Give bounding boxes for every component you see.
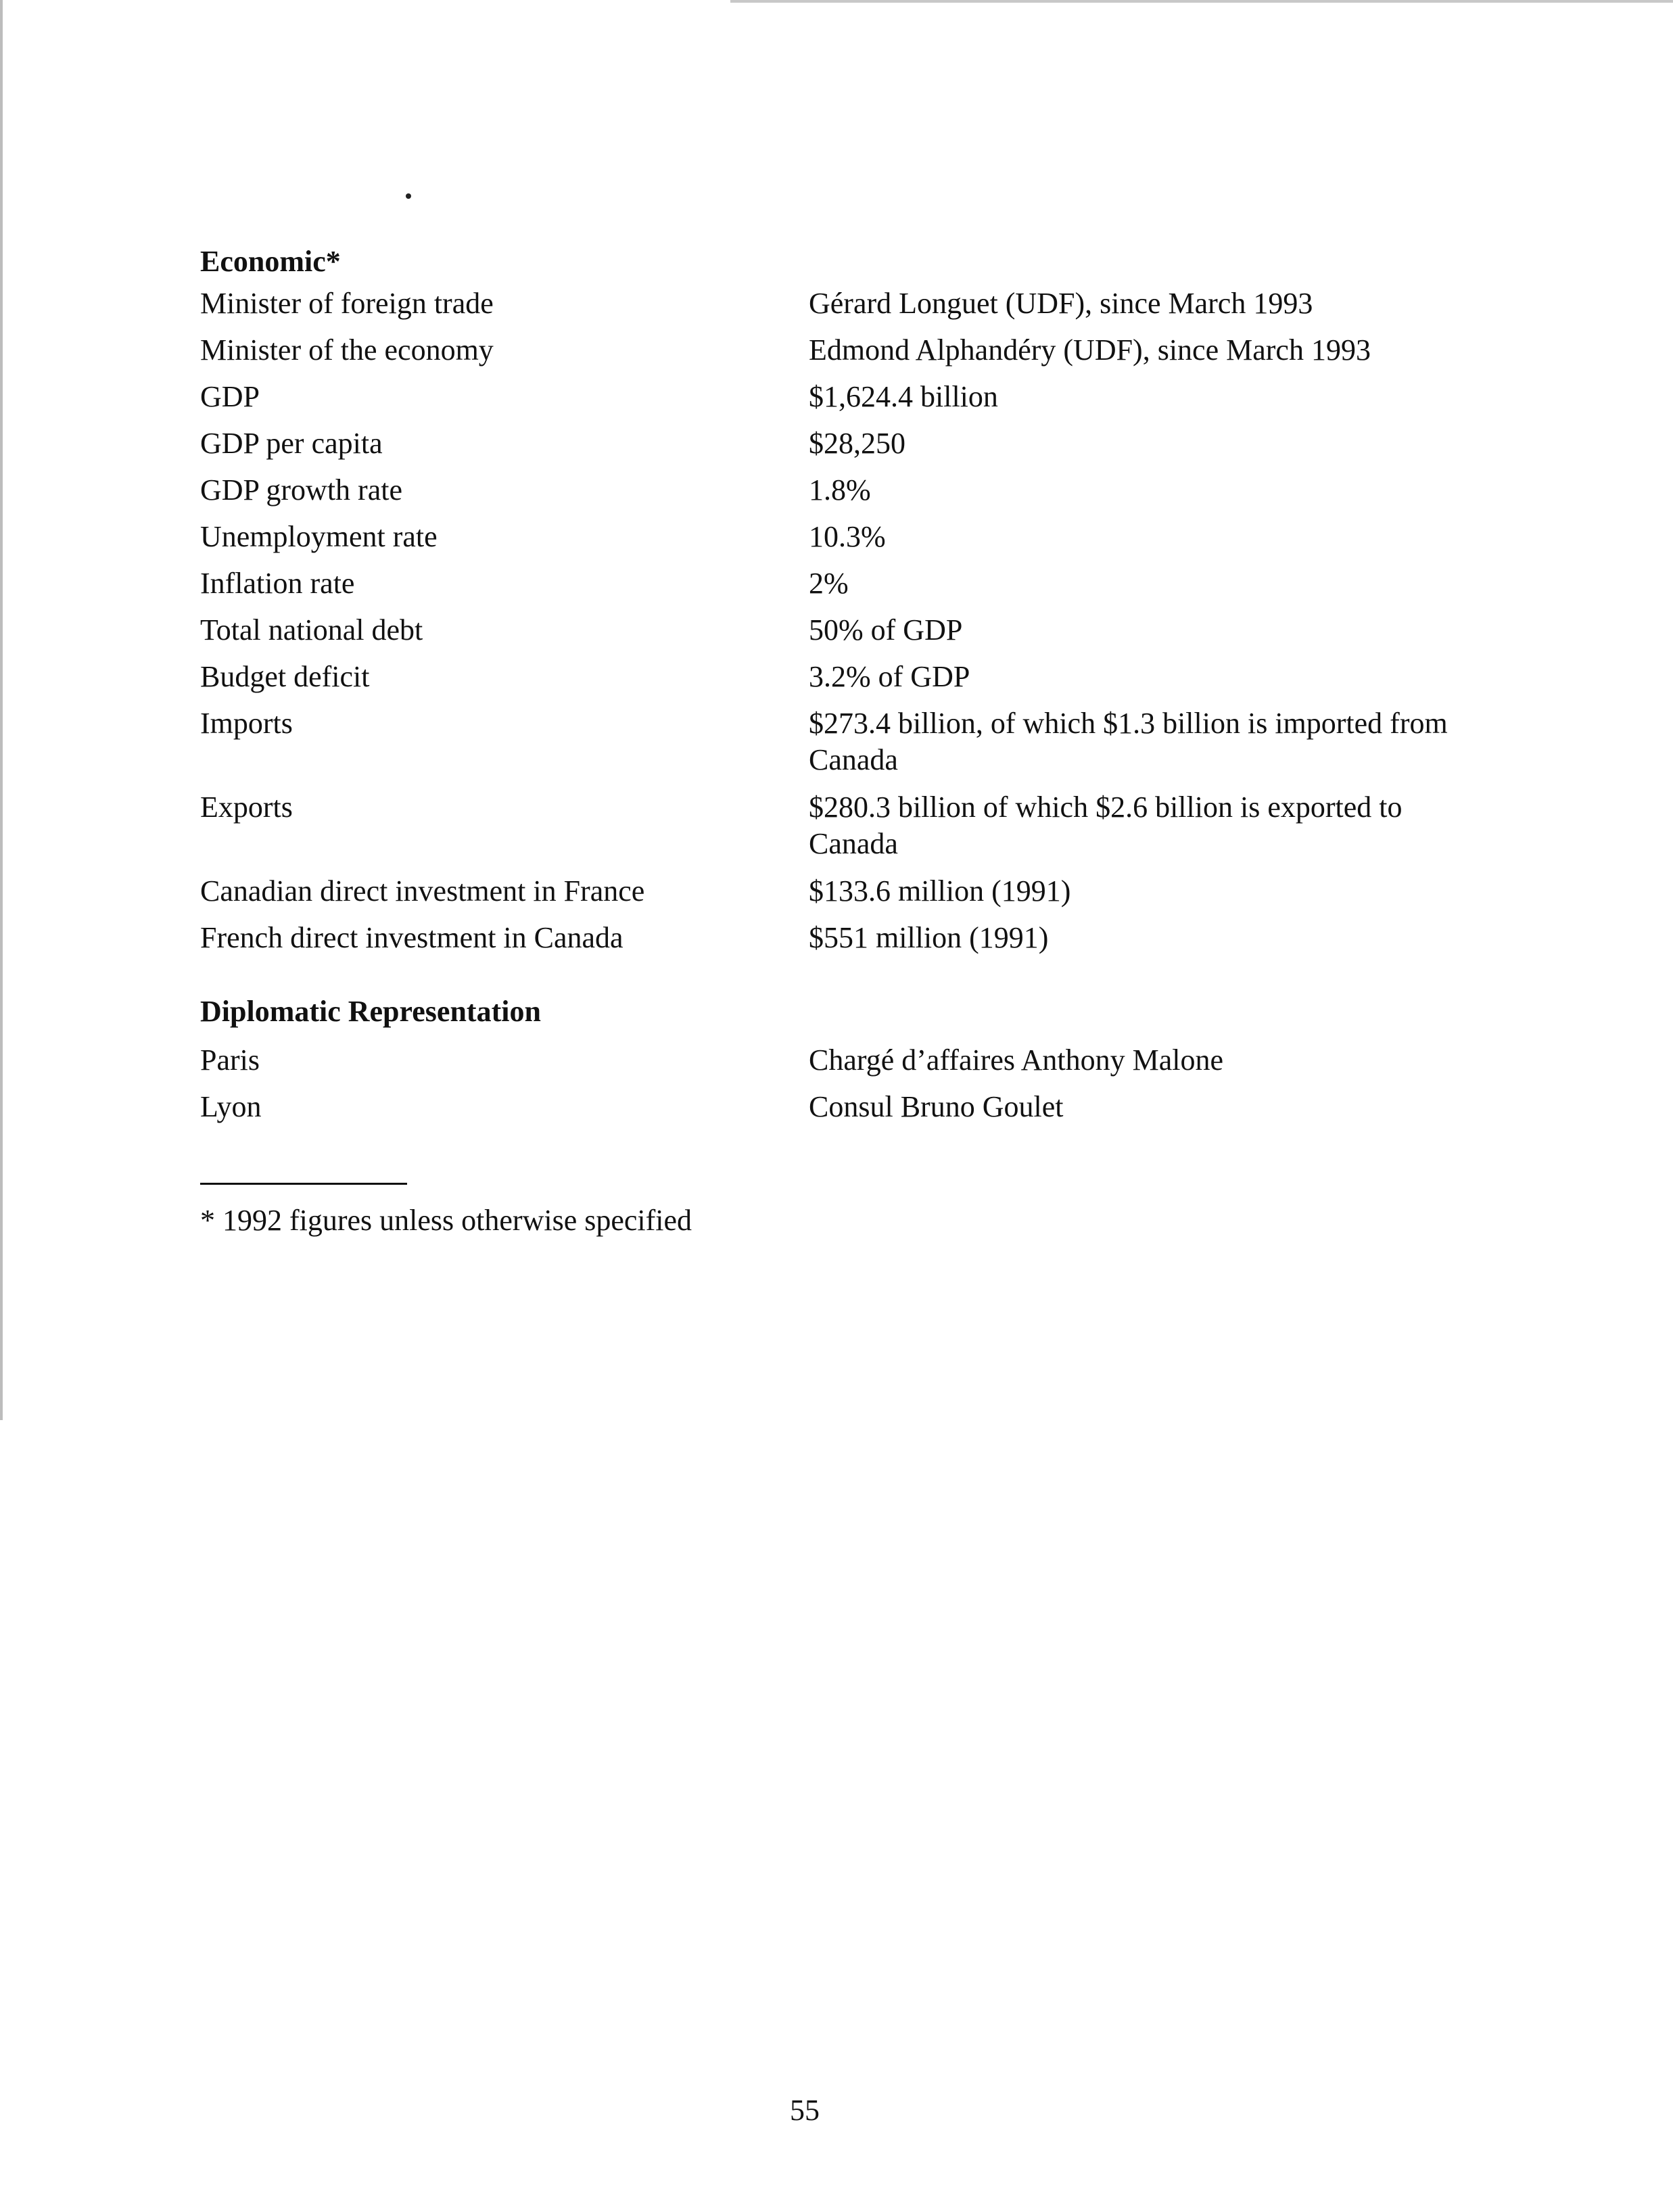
row-value: $280.3 billion of which $2.6 billion is exported to Canada: [809, 791, 1403, 860]
row-value: Consul Bruno Goulet: [809, 1090, 1064, 1123]
economic-row: [200, 285, 1485, 332]
row-label: Imports: [200, 707, 293, 740]
row-value: Chargé d’affaires Anthony Malone: [809, 1043, 1223, 1077]
row-value: $133.6 million (1991): [809, 874, 1071, 908]
economic-row: [200, 612, 1485, 659]
scan-speck: [406, 193, 411, 199]
row-label: Inflation rate: [200, 567, 355, 600]
economic-row: [200, 873, 1485, 920]
row-label: Total national debt: [200, 613, 423, 646]
economic-row: [200, 920, 1485, 966]
diplomatic-row: [200, 1042, 1485, 1089]
row-label: Minister of foreign trade: [200, 287, 494, 320]
section-spacer: [200, 966, 1485, 993]
economic-row: [200, 379, 1485, 425]
diplomatic-heading: Diplomatic Representation: [200, 995, 541, 1028]
economic-row: [200, 472, 1485, 519]
economic-row: [200, 332, 1485, 379]
economic-row: [200, 519, 1485, 565]
row-label: Exports: [200, 791, 293, 824]
row-value: 1.8%: [809, 473, 871, 507]
footnote-rule: [200, 1183, 407, 1185]
scan-edge-left: [0, 0, 3, 1420]
row-label: Unemployment rate: [200, 520, 438, 553]
row-label: Minister of the economy: [200, 333, 494, 367]
row-value: 3.2% of GDP: [809, 660, 970, 693]
economic-heading: Economic*: [200, 245, 341, 278]
row-label: Paris: [200, 1043, 260, 1077]
economic-row: [200, 425, 1485, 472]
row-label: Canadian direct investment in France: [200, 874, 645, 908]
row-label: GDP growth rate: [200, 473, 402, 507]
page-number: 55: [790, 2094, 820, 2127]
row-value: 50% of GDP: [809, 613, 963, 646]
economic-row: [200, 789, 1485, 873]
section-spacer: [200, 1035, 1485, 1042]
row-value: 2%: [809, 567, 849, 600]
row-value: $551 million (1991): [809, 921, 1049, 954]
row-label: French direct investment in Canada: [200, 921, 623, 954]
row-value: Gérard Longuet (UDF), since March 1993: [809, 287, 1313, 320]
row-value: $273.4 billion, of which $1.3 billion is imported from Canada: [809, 707, 1448, 776]
row-value: $1,624.4 billion: [809, 380, 998, 413]
row-value: $28,250: [809, 427, 905, 460]
fact-sheet: [200, 243, 1485, 1239]
row-label: GDP: [200, 380, 260, 413]
row-label: Budget deficit: [200, 660, 370, 693]
row-value: Edmond Alphandéry (UDF), since March 1993: [809, 333, 1371, 367]
economic-row: [200, 705, 1485, 789]
diplomatic-row: [200, 1089, 1485, 1135]
row-value: 10.3%: [809, 520, 886, 553]
economic-row: [200, 565, 1485, 612]
row-label: GDP per capita: [200, 427, 383, 460]
scan-edge-top: [730, 0, 1673, 3]
row-label: Lyon: [200, 1090, 262, 1123]
footnote: * 1992 figures unless otherwise specified: [200, 1204, 692, 1237]
economic-row: [200, 659, 1485, 705]
